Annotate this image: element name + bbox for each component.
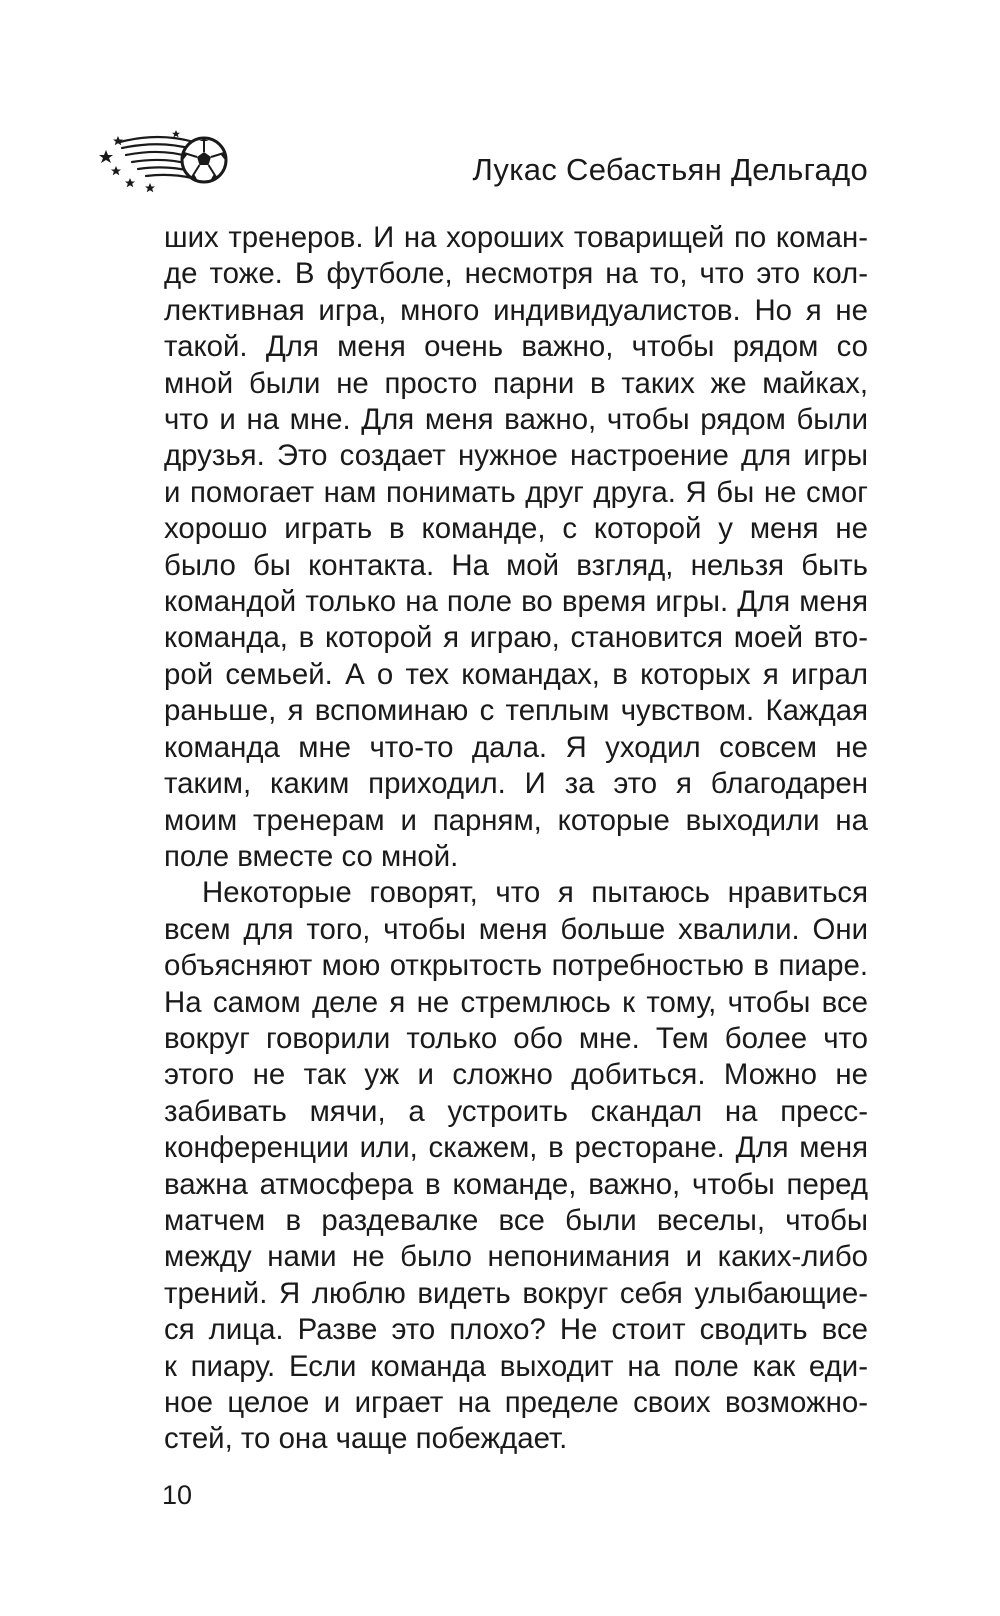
text-line: лективная игра, много индивидуалистов. Но я не [164,293,868,327]
text-line: хорошо играть в команде, с которой у меня не [164,512,868,546]
text-line: этого не так уж и сложно добиться. Можно не [164,1058,868,1092]
text-line: вокруг говорили только обо мне. Тем более что [164,1021,868,1055]
text-line: матчем в раздевалке все были веселы, чтобы [164,1203,868,1237]
paragraph-1 [164,220,868,875]
text-line: На самом деле я не стремлюсь к тому, чтобы все [164,985,868,1019]
text-line: такой. Для меня очень важно, чтобы рядом со [164,330,868,364]
running-header-title: Лукас Себастьян Дельгадо [472,152,868,187]
text-line: стей, то она чаще побеждает. [164,1422,568,1456]
text-line: всем для того, чтобы меня больше хвалили. Они [164,912,868,946]
text-line: было бы контакта. На мой взгляд, нельзя быть [164,548,868,582]
text-line: командой только на поле во время игры. Для меня [164,585,868,619]
text-line: поле вместе со мной. [164,839,459,873]
text-line: друзья. Это создает нужное настроение для игры [164,439,868,473]
page-number: 10 [162,1480,193,1510]
text-line: объясняют мою открытость потребностью в пиаре. [164,949,868,983]
soccer-ball-with-stars-icon [98,128,230,198]
text-line: важна атмосфера в команде, важно, чтобы перед [164,1167,868,1201]
text-line: к пиару. Если команда выходит на поле как еди- [164,1349,868,1383]
text-line: таким, каким приходил. И за это я благодарен [164,767,868,801]
text-line: и помогает нам понимать друг друга. Я бы не смог [164,475,868,509]
text-line: команда мне что-то дала. Я уходил совсем не [164,730,868,764]
text-line: команда, в которой я играю, становится моей вто- [164,621,868,655]
text-line: забивать мячи, а устроить скандал на пресс- [164,1094,868,1128]
text-line: ся лица. Разве это плохо? Не стоит сводить все [164,1313,868,1347]
paragraph-2 [164,875,868,1458]
text-line: что и на мне. Для меня важно, чтобы рядом были [164,403,868,437]
text-line: мной были не просто парни в таких же майках, [164,366,868,400]
text-line: моим тренерам и парням, которые выходили на [164,803,868,837]
text-line: де тоже. В футболе, несмотря на то, что это кол- [164,257,868,291]
text-line: раньше, я вспоминаю с теплым чувством. Каждая [164,694,868,728]
text-line: трений. Я люблю видеть вокруг себя улыбающие- [164,1276,868,1310]
text-line: ное целое и играет на пределе своих возможно- [164,1386,868,1419]
text-line: между нами не было непонимания и каких-либо [164,1240,868,1274]
text-line: Некоторые говорят, что я пытаюсь нравиться [202,876,868,910]
text-line: ших тренеров. И на хороших товарищей по коман- [164,221,868,254]
text-line: конференции или, скажем, в ресторане. Для меня [164,1131,868,1165]
text-line: рой семьей. А о тех командах, в которых я играл [164,657,868,691]
main-text [164,220,868,1458]
